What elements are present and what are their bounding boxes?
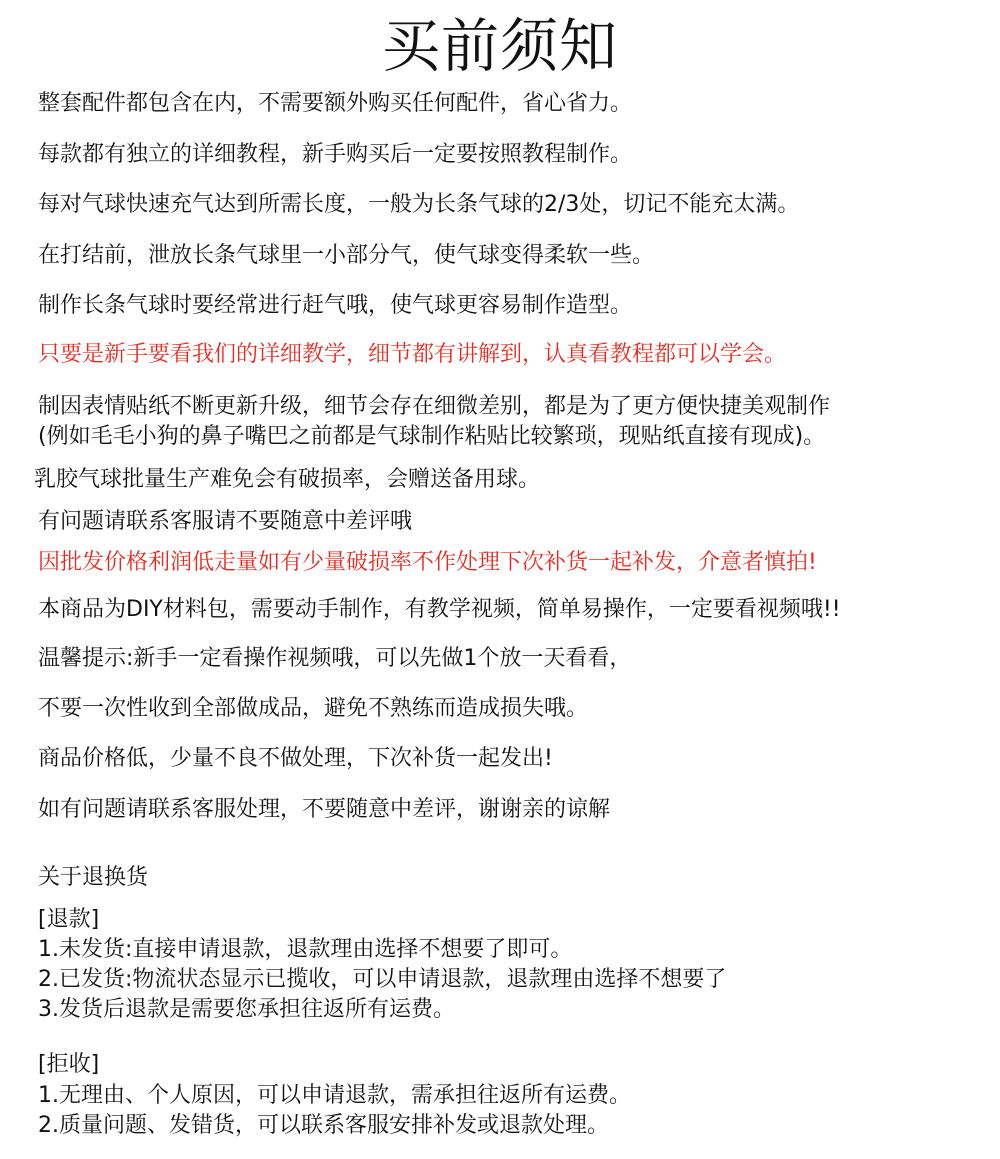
note-line: 制作长条气球时要经常进行赶气哦，使气球更容易制作造型。: [38, 293, 633, 318]
reject-label: [拒收]: [38, 1052, 100, 1077]
note-line: 整套配件都包含在内，不需要额外购买任何配件，省心省力。: [38, 91, 633, 116]
refund-label: [退款]: [38, 907, 100, 932]
note-line: 商品价格低，少量不良不做处理，下次补货一起发出!: [38, 746, 553, 771]
refund-item: 1.未发货:直接申请退款，退款理由选择不想要了即可。: [38, 937, 573, 962]
refund-item: 2.已发货:物流状态显示已揽收，可以申请退款，退款理由选择不想要了: [38, 967, 727, 992]
note-line: 温馨提示:新手一定看操作视频哦，可以先做1个放一天看看，: [38, 646, 632, 671]
page-title: 买前须知: [381, 12, 618, 80]
note-line: 乳胶气球批量生产难免会有破损率，会赠送备用球。: [34, 467, 541, 492]
note-line: 有问题请联系客服请不要随意中差评哦: [38, 509, 413, 534]
returns-heading: 关于退换货: [38, 865, 149, 890]
note-line-highlight: 因批发价格利润低走量如有少量破损率不作处理下次补货一起补发，介意者慎拍!: [38, 550, 817, 575]
note-line: 在打结前，泄放长条气球里一小部分气，使气球变得柔软一些。: [38, 243, 655, 268]
note-line: 制因表情贴纸不断更新升级，细节会存在细微差别，都是为了更方便快捷美观制作: [38, 394, 831, 419]
note-line: 不要一次性收到全部做成品，避免不熟练而造成损失哦。: [38, 696, 589, 721]
note-line: 如有问题请联系客服处理，不要随意中差评，谢谢亲的谅解: [38, 797, 611, 822]
reject-item: 1.无理由、个人原因，可以申请退款，需承担往返所有运费。: [38, 1083, 631, 1108]
refund-item: 3.发货后退款是需要您承担往返所有运费。: [38, 997, 455, 1022]
note-line: 每款都有独立的详细教程，新手购买后一定要按照教程制作。: [38, 142, 633, 167]
note-line: (例如毛毛小狗的鼻子嘴巴之前都是气球制作粘贴比较繁琐，现贴纸直接有现成)。: [38, 424, 826, 449]
note-line-highlight: 只要是新手要看我们的详细教学，细节都有讲解到，认真看教程都可以学会。: [38, 342, 787, 367]
note-line: 本商品为DIY材料包，需要动手制作，有教学视频，简单易操作，一定要看视频哦!!: [38, 597, 841, 622]
note-line: 每对气球快速充气达到所需长度，一般为长条气球的2/3处，切记不能充太满。: [38, 192, 800, 217]
reject-item: 2.质量问题、发错货，可以联系客服安排补发或退款处理。: [38, 1113, 609, 1138]
